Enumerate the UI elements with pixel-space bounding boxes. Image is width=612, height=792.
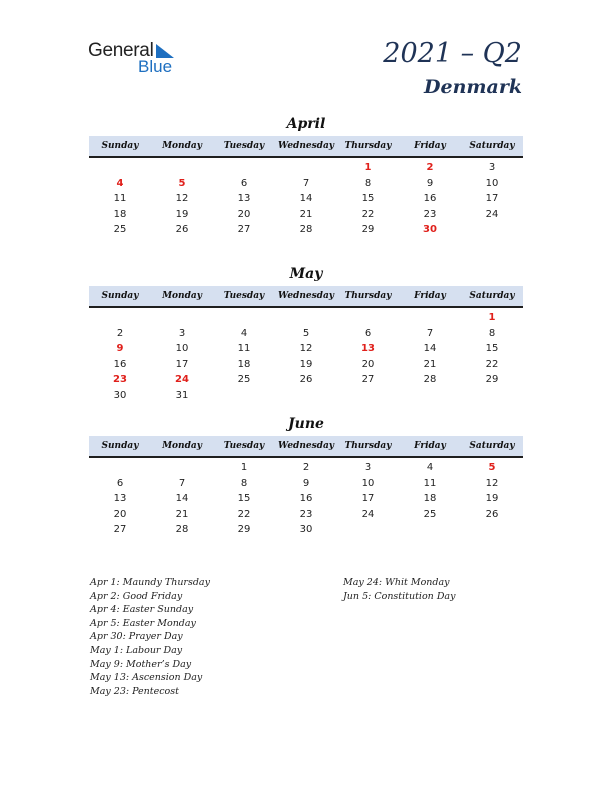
country-name: Denmark bbox=[424, 76, 522, 98]
holiday-entry: Apr 5: Easter Monday bbox=[90, 617, 196, 629]
day-cell: 30 bbox=[299, 524, 313, 535]
day-cell: 21 bbox=[175, 508, 189, 520]
week-row bbox=[89, 326, 523, 342]
day-cell: 19 bbox=[175, 208, 189, 220]
day-cell: 17 bbox=[485, 193, 499, 204]
day-cell: 9 bbox=[426, 177, 434, 189]
weekday-header-row bbox=[89, 436, 523, 458]
day-cell: 10 bbox=[175, 343, 189, 354]
day-cell: 27 bbox=[361, 374, 375, 385]
day-cell: 29 bbox=[361, 224, 375, 235]
week-row bbox=[89, 460, 523, 476]
holiday-day-cell: 1 bbox=[488, 312, 496, 323]
day-cell: 24 bbox=[361, 508, 375, 520]
holiday-day-cell: 30 bbox=[423, 224, 437, 235]
holiday-entry: Apr 2: Good Friday bbox=[90, 590, 183, 602]
weekday-header: Wednesday bbox=[277, 291, 335, 301]
holiday-day-cell: 4 bbox=[116, 177, 124, 189]
week-row bbox=[89, 357, 523, 373]
day-cell: 27 bbox=[237, 224, 251, 235]
weekday-header: Wednesday bbox=[277, 441, 335, 451]
weekday-header: Saturday bbox=[469, 141, 515, 151]
holiday-entry: May 9: Mother’s Day bbox=[90, 658, 192, 670]
weekday-header: Thursday bbox=[344, 141, 392, 151]
day-cell: 4 bbox=[426, 462, 434, 473]
day-cell: 4 bbox=[240, 327, 248, 339]
day-cell: 29 bbox=[485, 374, 499, 385]
day-grid bbox=[89, 310, 523, 403]
holiday-entry: Apr 4: Easter Sunday bbox=[90, 604, 194, 616]
day-cell: 11 bbox=[113, 193, 127, 204]
day-cell: 14 bbox=[299, 193, 313, 204]
week-row bbox=[89, 507, 523, 523]
weekday-header: Monday bbox=[162, 141, 202, 151]
day-cell: 17 bbox=[175, 358, 189, 370]
day-cell: 26 bbox=[299, 374, 313, 385]
weekday-header: Tuesday bbox=[223, 291, 265, 301]
day-cell: 24 bbox=[485, 208, 499, 220]
weekday-header: Monday bbox=[162, 441, 202, 451]
day-cell: 3 bbox=[488, 162, 496, 173]
day-cell: 15 bbox=[361, 193, 375, 204]
logo bbox=[88, 40, 188, 76]
holiday-day-cell: 5 bbox=[178, 177, 186, 189]
holiday-day-cell: 1 bbox=[364, 162, 372, 173]
day-cell: 14 bbox=[175, 493, 189, 504]
week-row bbox=[89, 160, 523, 176]
weekday-header: Sunday bbox=[101, 291, 139, 301]
day-cell: 12 bbox=[485, 477, 499, 489]
weekday-header: Thursday bbox=[344, 291, 392, 301]
week-row bbox=[89, 522, 523, 538]
day-cell: 28 bbox=[175, 524, 189, 535]
holiday-entry: May 24: Whit Monday bbox=[343, 577, 450, 588]
holiday-day-cell: 5 bbox=[488, 462, 496, 473]
holiday-day-cell: 13 bbox=[361, 343, 375, 354]
holiday-entry: May 1: Labour Day bbox=[90, 644, 183, 656]
empty-day-cell bbox=[461, 222, 523, 238]
day-cell: 12 bbox=[175, 193, 189, 204]
empty-day-cell bbox=[461, 388, 523, 404]
holiday-list-right bbox=[343, 576, 455, 603]
day-cell: 30 bbox=[113, 389, 127, 401]
day-cell: 25 bbox=[423, 508, 437, 520]
week-row bbox=[89, 372, 523, 388]
week-row bbox=[89, 222, 523, 238]
week-row bbox=[89, 476, 523, 492]
empty-day-cell bbox=[213, 310, 275, 326]
empty-day-cell bbox=[151, 310, 213, 326]
weekday-header: Thursday bbox=[344, 441, 392, 451]
weekday-header: Saturday bbox=[469, 291, 515, 301]
empty-day-cell bbox=[461, 522, 523, 538]
month-name: April bbox=[286, 116, 326, 132]
day-cell: 18 bbox=[237, 358, 251, 370]
empty-day-cell bbox=[275, 160, 337, 176]
day-cell: 2 bbox=[302, 462, 310, 473]
weekday-header: Tuesday bbox=[223, 141, 265, 151]
empty-day-cell bbox=[337, 310, 399, 326]
empty-day-cell bbox=[213, 160, 275, 176]
holiday-entry: May 13: Ascension Day bbox=[90, 672, 203, 684]
day-cell: 13 bbox=[237, 193, 251, 204]
weekday-header-row bbox=[89, 136, 523, 158]
day-cell: 3 bbox=[178, 327, 186, 339]
day-cell: 18 bbox=[423, 493, 437, 504]
weekday-header: Monday bbox=[162, 291, 202, 301]
day-cell: 27 bbox=[113, 524, 127, 535]
day-cell: 21 bbox=[423, 358, 437, 370]
month-name: May bbox=[289, 266, 323, 282]
day-cell: 28 bbox=[423, 374, 437, 385]
empty-day-cell bbox=[337, 522, 399, 538]
month-name: June bbox=[288, 416, 324, 432]
day-cell: 10 bbox=[361, 477, 375, 489]
empty-day-cell bbox=[399, 310, 461, 326]
week-row bbox=[89, 207, 523, 223]
day-cell: 28 bbox=[299, 224, 313, 235]
day-cell: 10 bbox=[485, 177, 499, 189]
holiday-day-cell: 9 bbox=[116, 343, 124, 354]
week-row bbox=[89, 176, 523, 192]
holiday-day-cell: 24 bbox=[175, 374, 189, 385]
day-cell: 7 bbox=[178, 477, 186, 489]
empty-day-cell bbox=[275, 310, 337, 326]
day-cell: 20 bbox=[237, 208, 251, 220]
empty-day-cell bbox=[399, 522, 461, 538]
day-cell: 6 bbox=[364, 327, 372, 339]
day-cell: 6 bbox=[116, 477, 124, 489]
empty-day-cell bbox=[399, 388, 461, 404]
empty-day-cell bbox=[213, 388, 275, 404]
weekday-header: Friday bbox=[414, 291, 446, 301]
day-cell: 29 bbox=[237, 524, 251, 535]
day-cell: 22 bbox=[237, 508, 251, 520]
day-cell: 21 bbox=[299, 208, 313, 220]
week-row bbox=[89, 341, 523, 357]
day-cell: 8 bbox=[488, 327, 496, 339]
holiday-entry: Jun 5: Constitution Day bbox=[343, 590, 456, 602]
holiday-day-cell: 2 bbox=[426, 162, 434, 173]
page-title: 2021 – Q2 bbox=[383, 38, 522, 69]
day-cell: 14 bbox=[423, 343, 437, 354]
day-cell: 20 bbox=[113, 508, 127, 520]
logo-text-blue: Blue bbox=[138, 57, 173, 76]
weekday-header: Sunday bbox=[101, 441, 139, 451]
day-cell: 22 bbox=[485, 358, 499, 370]
day-cell: 11 bbox=[237, 343, 251, 354]
day-cell: 5 bbox=[302, 327, 310, 339]
day-cell: 12 bbox=[299, 343, 313, 354]
week-row bbox=[89, 491, 523, 507]
empty-day-cell bbox=[89, 310, 151, 326]
holiday-list-left bbox=[90, 576, 210, 698]
day-cell: 22 bbox=[361, 208, 375, 220]
day-cell: 3 bbox=[364, 462, 372, 473]
holiday-day-cell: 23 bbox=[113, 374, 127, 385]
weekday-header: Tuesday bbox=[223, 441, 265, 451]
day-cell: 13 bbox=[113, 493, 127, 504]
day-cell: 20 bbox=[361, 358, 375, 370]
holiday-entry: May 23: Pentecost bbox=[90, 685, 179, 697]
day-cell: 2 bbox=[116, 327, 124, 339]
empty-day-cell bbox=[89, 460, 151, 476]
weekday-header: Sunday bbox=[101, 141, 139, 151]
holiday-entry: Apr 1: Maundy Thursday bbox=[90, 577, 210, 588]
day-cell: 31 bbox=[175, 389, 189, 401]
day-grid bbox=[89, 160, 523, 238]
day-cell: 16 bbox=[299, 493, 313, 504]
week-row bbox=[89, 388, 523, 404]
day-cell: 18 bbox=[113, 208, 127, 220]
day-cell: 17 bbox=[361, 493, 375, 504]
weekday-header: Wednesday bbox=[277, 141, 335, 151]
day-cell: 23 bbox=[299, 508, 313, 520]
day-cell: 23 bbox=[423, 208, 437, 220]
day-cell: 26 bbox=[175, 224, 189, 235]
day-cell: 16 bbox=[423, 193, 437, 204]
logo-text-general: General bbox=[88, 40, 154, 61]
day-cell: 7 bbox=[426, 327, 434, 339]
day-cell: 26 bbox=[485, 508, 499, 520]
day-cell: 16 bbox=[113, 358, 127, 370]
day-cell: 15 bbox=[237, 493, 251, 504]
day-cell: 19 bbox=[485, 493, 499, 504]
day-cell: 9 bbox=[302, 477, 310, 489]
day-grid bbox=[89, 460, 523, 538]
empty-day-cell bbox=[151, 460, 213, 476]
day-cell: 11 bbox=[423, 477, 437, 489]
empty-day-cell bbox=[275, 388, 337, 404]
empty-day-cell bbox=[337, 388, 399, 404]
holiday-entry: Apr 30: Prayer Day bbox=[90, 631, 183, 643]
weekday-header: Friday bbox=[414, 141, 446, 151]
weekday-header: Friday bbox=[414, 441, 446, 451]
day-cell: 6 bbox=[240, 177, 248, 189]
weekday-header-row bbox=[89, 286, 523, 308]
day-cell: 7 bbox=[302, 177, 310, 189]
day-cell: 1 bbox=[240, 462, 248, 473]
day-cell: 8 bbox=[240, 477, 248, 489]
weekday-header: Saturday bbox=[469, 441, 515, 451]
day-cell: 19 bbox=[299, 358, 313, 370]
day-cell: 15 bbox=[485, 343, 499, 354]
empty-day-cell bbox=[151, 160, 213, 176]
week-row bbox=[89, 310, 523, 326]
empty-day-cell bbox=[89, 160, 151, 176]
day-cell: 25 bbox=[237, 374, 251, 385]
day-cell: 8 bbox=[364, 177, 372, 189]
week-row bbox=[89, 191, 523, 207]
day-cell: 25 bbox=[113, 224, 127, 235]
